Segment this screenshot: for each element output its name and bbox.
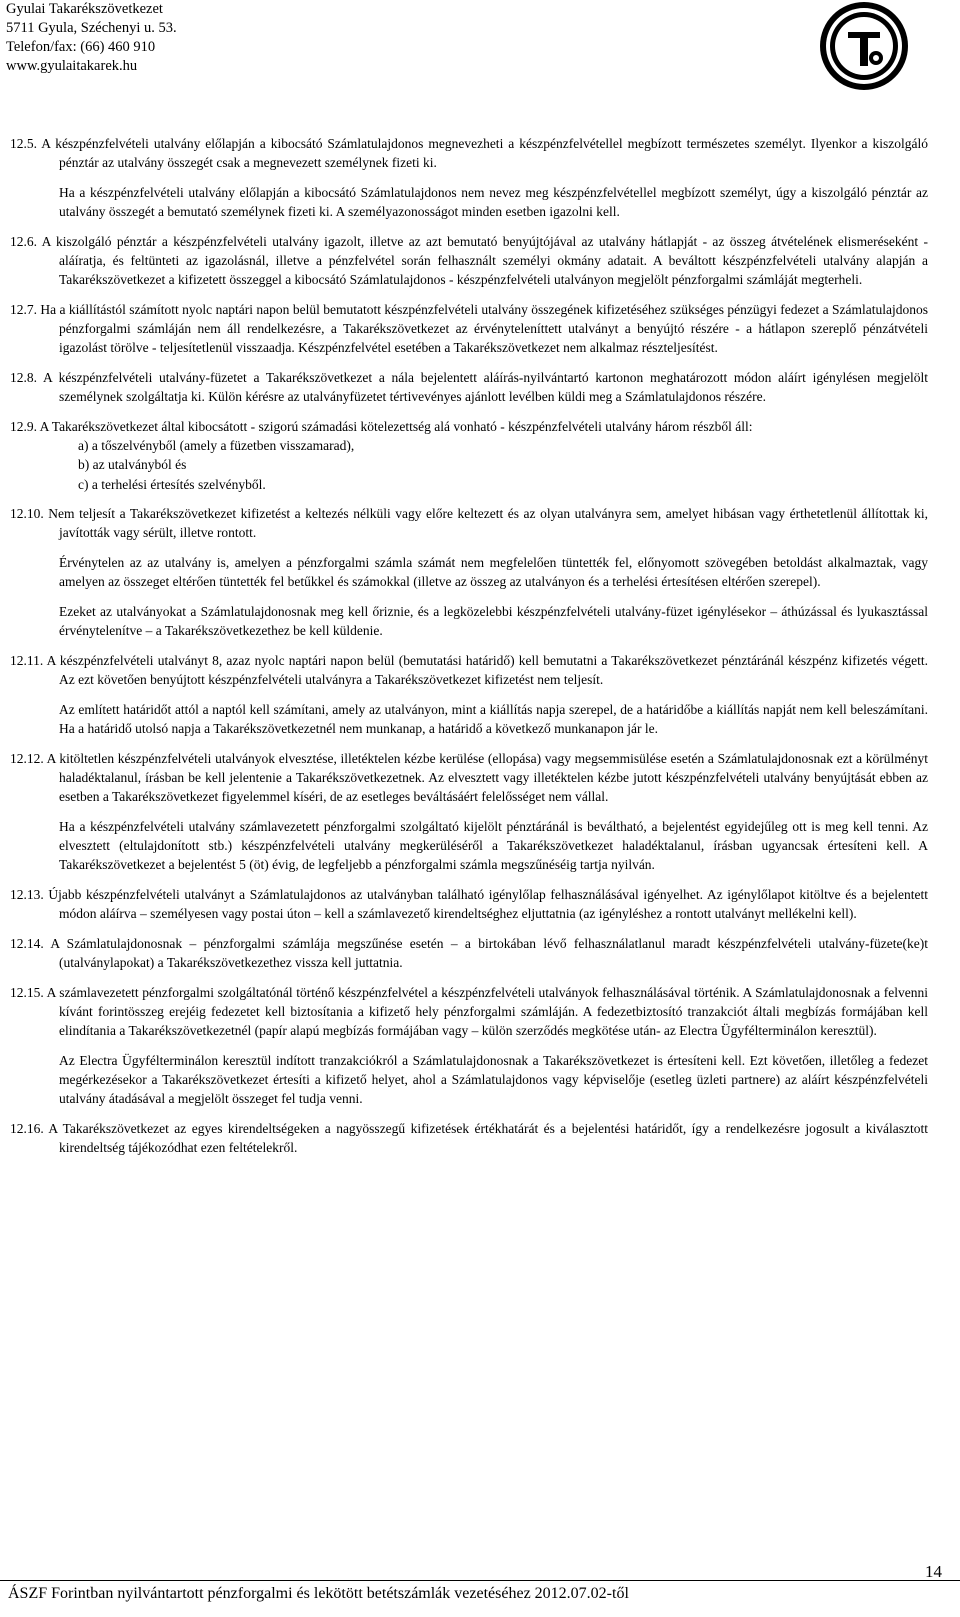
paragraph-12-15-b: Az Electra Ügyfélterminálon keresztül indított tranzakciókról a Számlatulajdonosnak a Takarékszövetkezet is értesíteni kell. Ezt követően, illetőleg a fedezet megérkezésekor a Takarékszövetkezet értesíti a kifizető helyet, ahol a Számlatulajdonos vagy képviselője (esetleg üzleti partnere) az aláírt készpénzfelvételi utalvány átadásával a megjelölt összeget fel tudja venni. [59,1052,928,1107]
paragraph-12-12-b: Ha a készpénzfelvételi utalvány számlavezetett pénzforgalmi szolgáltató kijelölt pénztáránál is beváltható, a bejelentést egyidejűleg ott is meg kell tenni. Az elvesztett (eltulajdonított stb.) készpénzfelvételi utalvány megkerüléséről a Takarékszövetkezet haladéktalanul, írásban ugyancsak értesíteni kell. A Takarékszövetkezet a bejelentést 5 (öt) évig, de legfeljebb a pénzforgalmi számla megszűnéséig tartja nyilván. [59,818,928,873]
letterhead [6,0,177,76]
takarekszovetkezet-logo [818,0,910,92]
org-address: 5711 Gyula, Széchenyi u. 53. [6,20,177,36]
org-name: Gyulai Takarékszövetkezet [6,1,163,17]
paragraph-12-14: 12.14. A Számlatulajdonosnak – pénzforgalmi számlája megszűnése esetén – a birtokában lévő felhasználatlanul maradt készpénzfelvételi utalvány-füzete(ke)t (utalványlapokat) a Takarékszövetkezethez vissza kell juttatnia. [10,935,928,971]
paragraph-12-10-c: Ezeket az utalványokat a Számlatulajdonosnak meg kell őriznie, és a legközelebbi készpénzfelvételi utalvány-füzet igénylésekor – áthúzással és lyukasztással érvénytelenítve – a Takarékszövetkezethez be kell küldenie. [59,604,928,639]
list-item: a) a tőszelvényből (amely a füzetben visszamarad), [78,438,355,454]
list-item: b) az utalványból és [78,457,187,473]
document-body [10,134,928,1168]
parts-list [10,436,928,494]
paragraph-12-15: 12.15. A számlavezetett pénzforgalmi szolgáltatónál történő készpénzfelvétel a készpénzfelvételi utalványok felhasználásával történik. A Számlatulajdonosnak a felvenni kívánt forintösszeg erejéig fedezetet kell biztosítania a kifizető hely pénzforgalmi számláján. A fedezetbiztosító tranzakciót általi megbízás formájában kell elindítania a Takarékszövetkezetnél (papír alapú megbízás formájában vagy – külön szerződés megkötése után- az Electra Ügyfélterminálon keresztül). [10,984,928,1039]
footer-divider [0,1580,960,1581]
paragraph-12-9: 12.9. A Takarékszövetkezet által kibocsátott - szigorú számadási kötelezettség alá vonható - készpénzfelvételi utalvány három részből áll: [10,418,753,434]
page-number: 14 [925,1562,942,1581]
paragraph-12-13: 12.13. Újabb készpénzfelvételi utalványt a Számlatulajdonos az utalványban található igénylőlap felhasználásával igényelhet. Az igénylőlapot kitöltve és a bejelentett módon aláírva – személyesen vagy postai úton – kell a számlavezető kirendeltséghez eljuttatnia (az igényléshez a rontott utalványt mellékelni kell). [10,887,928,922]
paragraph-12-11: 12.11. A készpénzfelvételi utalványt 8, azaz nyolc naptári napon belül (bemutatási határidő) kell bemutatni a Takarékszövetkezet pénztáránál készpénz kifizetés végett. Az ezt követően benyújtott készpénzfelvételi utalványra a Takarékszövetkezet kifizetést nem teljesít. [10,652,928,688]
paragraph-12-10-b: Érvénytelen az az utalvány is, amelyen a pénzforgalmi számla számát nem megfelelően tüntették fel, előnyomott szövegében betoldást alkalmaztak, vagy amelyen az összeget eltérően tüntették fel betűkkel és számokkal (illetve az összeg az utalványon és a terhelési értesítésen eltérően szerepel). [59,555,928,590]
paragraph-12-10: 12.10. Nem teljesít a Takarékszövetkezet kifizetést a keltezés nélküli vagy előre keltezett és az olyan utalványra sem, amelyet hibásan vagy érthetetlenül állítottak ki, javították vagy sérült, illetve rontott. [10,506,928,541]
paragraph-12-5-b: Ha a készpénzfelvételi utalvány előlapján a kibocsátó Számlatulajdonos nem nevez meg készpénzfelvétellel megbízott személyt, úgy a kiszolgáló pénztár az utalvány összegét a bemutató személynek fizeti ki. A személyazonosságot minden esetben igazolni kell. [59,184,928,220]
paragraph-12-7: 12.7. Ha a kiállítástól számított nyolc naptári napon belül bemutatott készpénzfelvételi utalvány összegének kifizetéséhez szükséges pénzügyi fedezet a Számlatulajdonos pénzforgalmi számláján nem áll rendelkezésre, a Takarékszövetkezet az érvényteleníttett utalványt a benyújtó részére - a hátlapon szereplő pénzátvételi igazolást törölve - teljesítetlenül visszaadja. Készpénzfelvétel esetében a Takarékszövetkezet nem alkalmaz részteljesítést. [10,301,928,356]
paragraph-12-5: 12.5. A készpénzfelvételi utalvány előlapján a kibocsátó Számlatulajdonos megnevezheti a készpénzfelvétellel megbízott természetes személyt. Ilyenkor a kiszolgáló pénztár az utalvány összegét csak a megnevezett személynek fizeti ki. [10,136,928,171]
paragraph-12-8: 12.8. A készpénzfelvételi utalvány-füzetet a Takarékszövetkezet a nála bejelentett aláírás-nyilvántartó kartonon meghatározott módon aláírt igénylésen megjelölt személynek szolgáltatja ki. Külön kérésre az utalványfüzetet tértivevényes ajánlott levélben küldi meg a Számlatulajdonos részére. [10,370,928,405]
org-phone: Telefon/fax: (66) 460 910 [6,39,156,55]
paragraph-12-12: 12.12. A kitöltetlen készpénzfelvételi utalványok elvesztése, illetéktelen kézbe kerülése (ellopása) vagy megsemmisülése esetén a Számlatulajdonosnak ezt a körülményt haladéktalanul, írásban be kell jelentenie a Takarékszövetkezetnek. Az elvesztett vagy illetéktelen kézbe jutott készpénzfelvételi utalvány benyújtását ebben az esetben a Takarékszövetkezet figyelemmel kíséri, de az esetleges beváltásáért felelősséget nem vállal. [10,750,928,805]
paragraph-12-16: 12.16. A Takarékszövetkezet az egyes kirendeltségeken a nagyösszegű kifizetések értékhatárát és a bejelentési határidőt, így a rendelkezésre jogosult a kiválasztott kirendeltség tájékozódhat ezen feltételekről. [10,1121,928,1156]
org-website: www.gyulaitakarek.hu [6,58,138,74]
paragraph-12-6: 12.6. A kiszolgáló pénztár a készpénzfelvételi utalvány igazolt, illetve az azt bemutató benyújtójával az utalvány hátlapját - az összeg átvételének elismeréseként - aláíratja, és feltünteti az igazolásnál, illetve a pénzfelvétel során felhasznált személyi okmány adatait. A beváltott készpénzfelvételi utalvány alapján a Takarékszövetkezet a kifizetett összeggel a kibocsátó Számlatulajdonos - készpénzfelvételi utalványon megjelölt pénzforgalmi számláját megterheli. [10,233,928,288]
paragraph-12-11-b: Az említett határidőt attól a naptól kell számítani, amely az utalványon, mint a kiállítás napja szerepel, de a határidőbe a kiállítás napját nem kell beleszámítani. Ha a határidő utolsó napja a Takarékszövetkezetnél nem munkanap, a határidő a következő munkanapon jár le. [59,701,928,737]
list-item: c) a terhelési értesítés szelvényből. [78,476,266,492]
footer-text: ÁSZF Forintban nyilvántartott pénzforgalmi és lekötött betétszámlák vezetéséhez 2012.07.02-től [8,1585,629,1602]
